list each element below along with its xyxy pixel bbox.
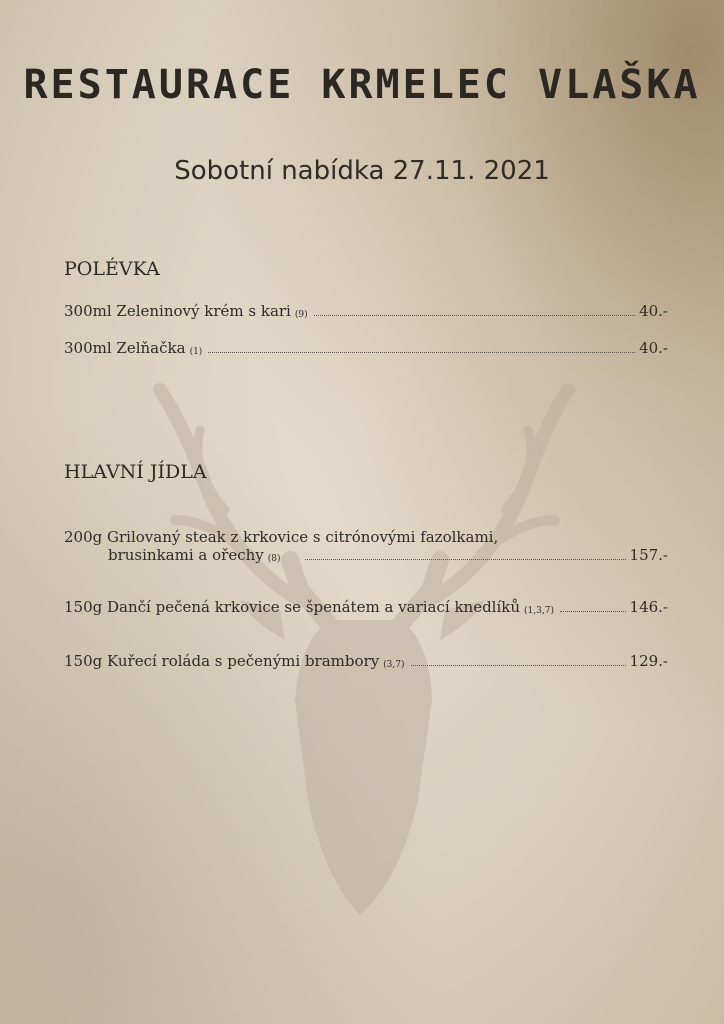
- item-allergens: (9): [294, 310, 308, 320]
- item-price: 146.-: [629, 598, 668, 616]
- item-price: 40.-: [639, 339, 668, 357]
- item-price: 40.-: [639, 302, 668, 320]
- item-name: 150g Kuřecí roláda s pečenými brambory: [64, 652, 380, 670]
- leader-dots: [314, 315, 635, 316]
- menu-item: [64, 652, 668, 670]
- item-price: 157.-: [629, 546, 668, 564]
- restaurant-name: RESTAURACE KRMELEC VLAŠKA: [23, 62, 701, 108]
- item-allergens: (8): [267, 554, 281, 564]
- item-allergens: (1,3,7): [524, 606, 554, 616]
- item-allergens: (1): [189, 347, 203, 357]
- item-name-line2: brusinkami a ořechy: [108, 546, 264, 564]
- menu-item: [64, 598, 668, 616]
- menu-item: [64, 528, 668, 564]
- menu-item: [64, 339, 668, 357]
- menu-item: [64, 302, 668, 320]
- offer-date-title: Sobotní nabídka 27.11. 2021: [174, 156, 550, 186]
- section-title-mains: HLAVNÍ JÍDLA: [64, 461, 207, 483]
- leader-dots: [208, 352, 635, 353]
- item-allergens: (3,7): [383, 660, 405, 670]
- section-title-soups: POLÉVKA: [64, 258, 160, 280]
- item-name: 300ml Zelňačka: [64, 339, 186, 357]
- item-price: 129.-: [629, 652, 668, 670]
- item-name: 150g Dančí pečená krkovice se špenátem a variací knedlíků: [64, 598, 521, 616]
- leader-dots: [560, 611, 626, 612]
- leader-dots: [411, 665, 626, 666]
- item-name-line1: 200g Grilovaný steak z krkovice s citrónovými fazolkami,: [64, 528, 499, 546]
- item-name: 300ml Zeleninový krém s kari: [64, 302, 291, 320]
- leader-dots: [305, 559, 626, 560]
